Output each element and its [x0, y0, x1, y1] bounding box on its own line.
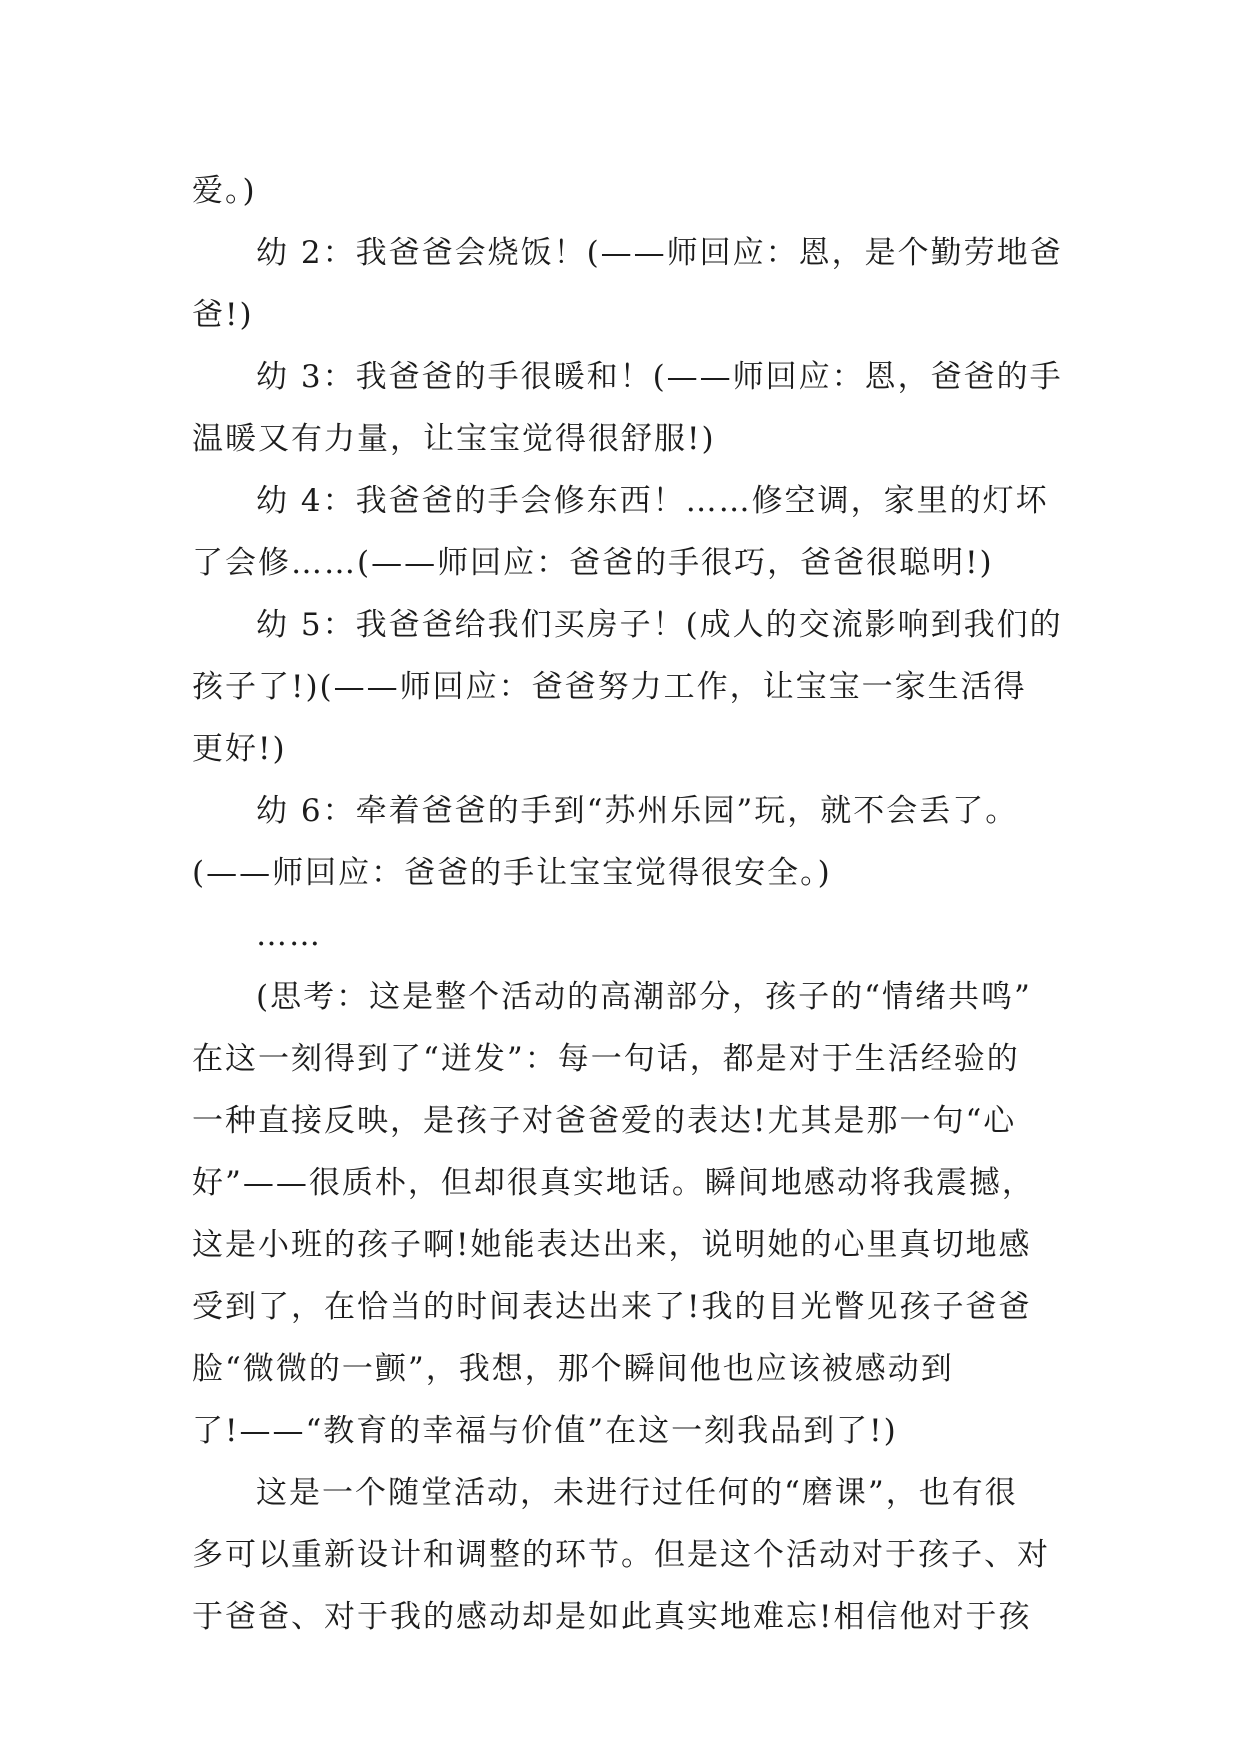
text-line: 这是小班的孩子啊!她能表达出来，说明她的心里真切地感	[192, 1227, 1032, 1263]
text-line: 爱。)	[192, 173, 257, 209]
text-line: 这是一个随堂活动，未进行过任何的“磨课”，也有很	[256, 1475, 1018, 1511]
text-line: 孩子了!)(——师回应：爸爸努力工作，让宝宝一家生活得	[192, 669, 1027, 705]
document-body	[192, 160, 1063, 1648]
text-line: 受到了，在恰当的时间表达出来了!我的目光瞥见孩子爸爸	[192, 1289, 1032, 1325]
text-line: (——师回应：爸爸的手让宝宝觉得很安全。)	[192, 855, 832, 891]
text-line: 幼 6：牵着爸爸的手到“苏州乐园”玩，就不会丢了。	[256, 793, 1019, 829]
text-line: 爸!)	[192, 297, 254, 333]
text-line: 了!——“教育的幸福与价值”在这一刻我品到了!)	[192, 1413, 898, 1449]
text-line: 温暖又有力量，让宝宝觉得很舒服!)	[192, 421, 716, 457]
text-line: 了会修……(——师回应：爸爸的手很巧，爸爸很聪明!)	[192, 545, 994, 581]
text-line: 好”——很质朴，但却很真实地话。瞬间地感动将我震撼，	[192, 1165, 1035, 1201]
text-line: 幼 2：我爸爸会烧饭！(——师回应：恩，是个勤劳地爸	[256, 235, 1063, 271]
text-line: 幼 3：我爸爸的手很暖和！(——师回应：恩，爸爸的手	[256, 359, 1063, 395]
text-line: 于爸爸、对于我的感动却是如此真实地难忘!相信他对于孩	[192, 1599, 1032, 1635]
text-line: 幼 5：我爸爸给我们买房子！(成人的交流影响到我们的	[256, 607, 1063, 643]
text-line: 幼 4：我爸爸的手会修东西！……修空调，家里的灯坏	[256, 483, 1049, 519]
text-line: 脸“微微的一颤”，我想，那个瞬间他也应该被感动到	[192, 1351, 954, 1387]
text-line: ……	[256, 917, 322, 953]
text-line: 多可以重新设计和调整的环节。但是这个活动对于孩子、对	[192, 1537, 1050, 1573]
text-line: 一种直接反映，是孩子对爸爸爱的表达!尤其是那一句“心	[192, 1103, 1017, 1139]
text-line: 在这一刻得到了“迸发”：每一句话，都是对于生活经验的	[192, 1041, 1020, 1077]
text-line: (思考：这是整个活动的高潮部分，孩子的“情绪共鸣”	[256, 979, 1032, 1015]
text-line: 更好!)	[192, 731, 287, 767]
